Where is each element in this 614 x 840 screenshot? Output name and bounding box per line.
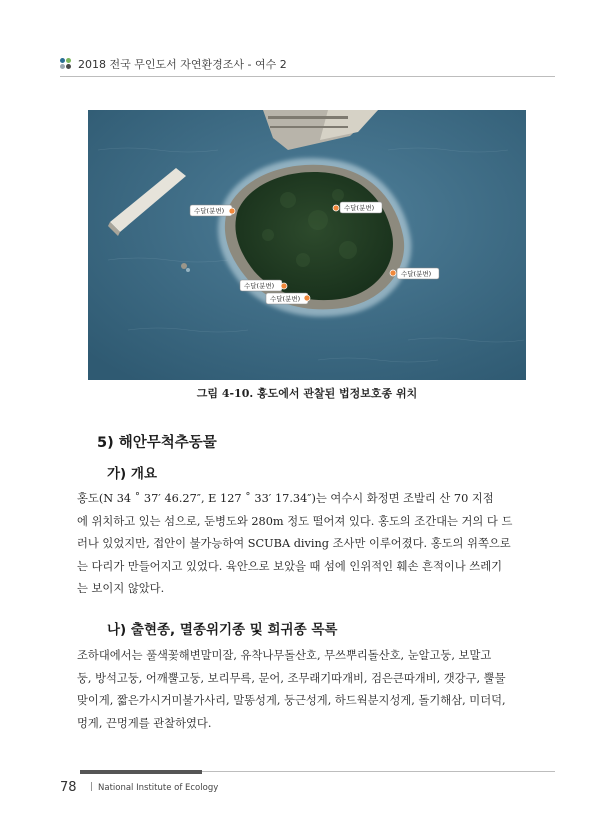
footer-rule xyxy=(202,771,555,772)
overview-paragraph xyxy=(77,488,539,601)
institute-name: National Institute of Ecology xyxy=(98,783,219,793)
marker-4-label: 수달(분변) xyxy=(244,282,275,290)
satellite-figure xyxy=(88,110,526,380)
marker-4 xyxy=(240,280,287,291)
footer-bar xyxy=(80,770,202,774)
subheading-overview: 가) 개요 xyxy=(107,466,157,482)
subheading-species-list: 나) 출현종, 멸종위기종 및 희귀종 목록 xyxy=(107,622,338,638)
running-header xyxy=(60,55,555,77)
species-line: 맞이게, 짧은가시거미불가사리, 말똥성게, 둥근성게, 하드웍분지성게, 돌기해삼, 미더덕, xyxy=(77,694,506,708)
page-footer xyxy=(60,770,555,800)
marker-3-label: 수달(분변) xyxy=(401,270,432,278)
marker-2 xyxy=(333,202,382,213)
header-rule xyxy=(60,76,555,77)
overview-line: 러나 있었지만, 접안이 불가능하여 SCUBA diving 조사만 이루어졌다. 홍도의 위쪽으로 xyxy=(77,537,511,551)
species-line: 둥, 방석고둥, 어깨뿔고둥, 보리무륵, 문어, 조무래기따개비, 검은큰따개비, 갯강구, 뿔물 xyxy=(77,671,506,685)
page-number: 78 xyxy=(60,780,77,795)
overview-line: 홍도(N 34 ˚ 37′ 46.27″, E 127 ˚ 33′ 17.34″)는 여수시 화정면 조발리 산 70 지점 xyxy=(77,492,494,505)
section-heading: 5) 해안무척추동물 xyxy=(97,435,217,451)
satellite-image xyxy=(88,110,526,380)
species-line: 조하대에서는 풀색꽃해변말미잘, 유착나무돌산호, 무쓰뿌리돌산호, 눈알고둥, 보말고 xyxy=(77,649,492,662)
marker-2-label: 수달(분변) xyxy=(344,204,375,212)
marker-5 xyxy=(266,293,310,304)
header-title: 2018 전국 무인도서 자연환경조사 - 여수 2 xyxy=(78,58,287,71)
species-line: 멍게, 끈멍게를 관찰하였다. xyxy=(77,716,212,730)
species-paragraph xyxy=(77,645,539,735)
figure-caption: 그림 4-10. 홍도에서 관찰된 법정보호종 위치 xyxy=(196,387,418,400)
marker-5-label: 수달(분변) xyxy=(270,295,301,303)
overview-line: 에 위치하고 있는 섬으로, 둔병도와 280m 정도 떨어져 있다. 홍도의 조간대는 거의 다 드 xyxy=(77,514,513,528)
overview-line: 는 보이지 않았다. xyxy=(77,582,165,596)
marker-3 xyxy=(390,268,439,279)
header-dots-icon xyxy=(60,58,72,70)
footer-separator: | xyxy=(90,782,94,792)
marker-1 xyxy=(190,205,235,216)
overview-line: 는 다리가 만들어지고 있었다. 육안으로 보았을 때 섬에 인위적인 훼손 흔적이나 쓰레기 xyxy=(77,559,503,573)
marker-1-label: 수달(분변) xyxy=(194,207,225,215)
